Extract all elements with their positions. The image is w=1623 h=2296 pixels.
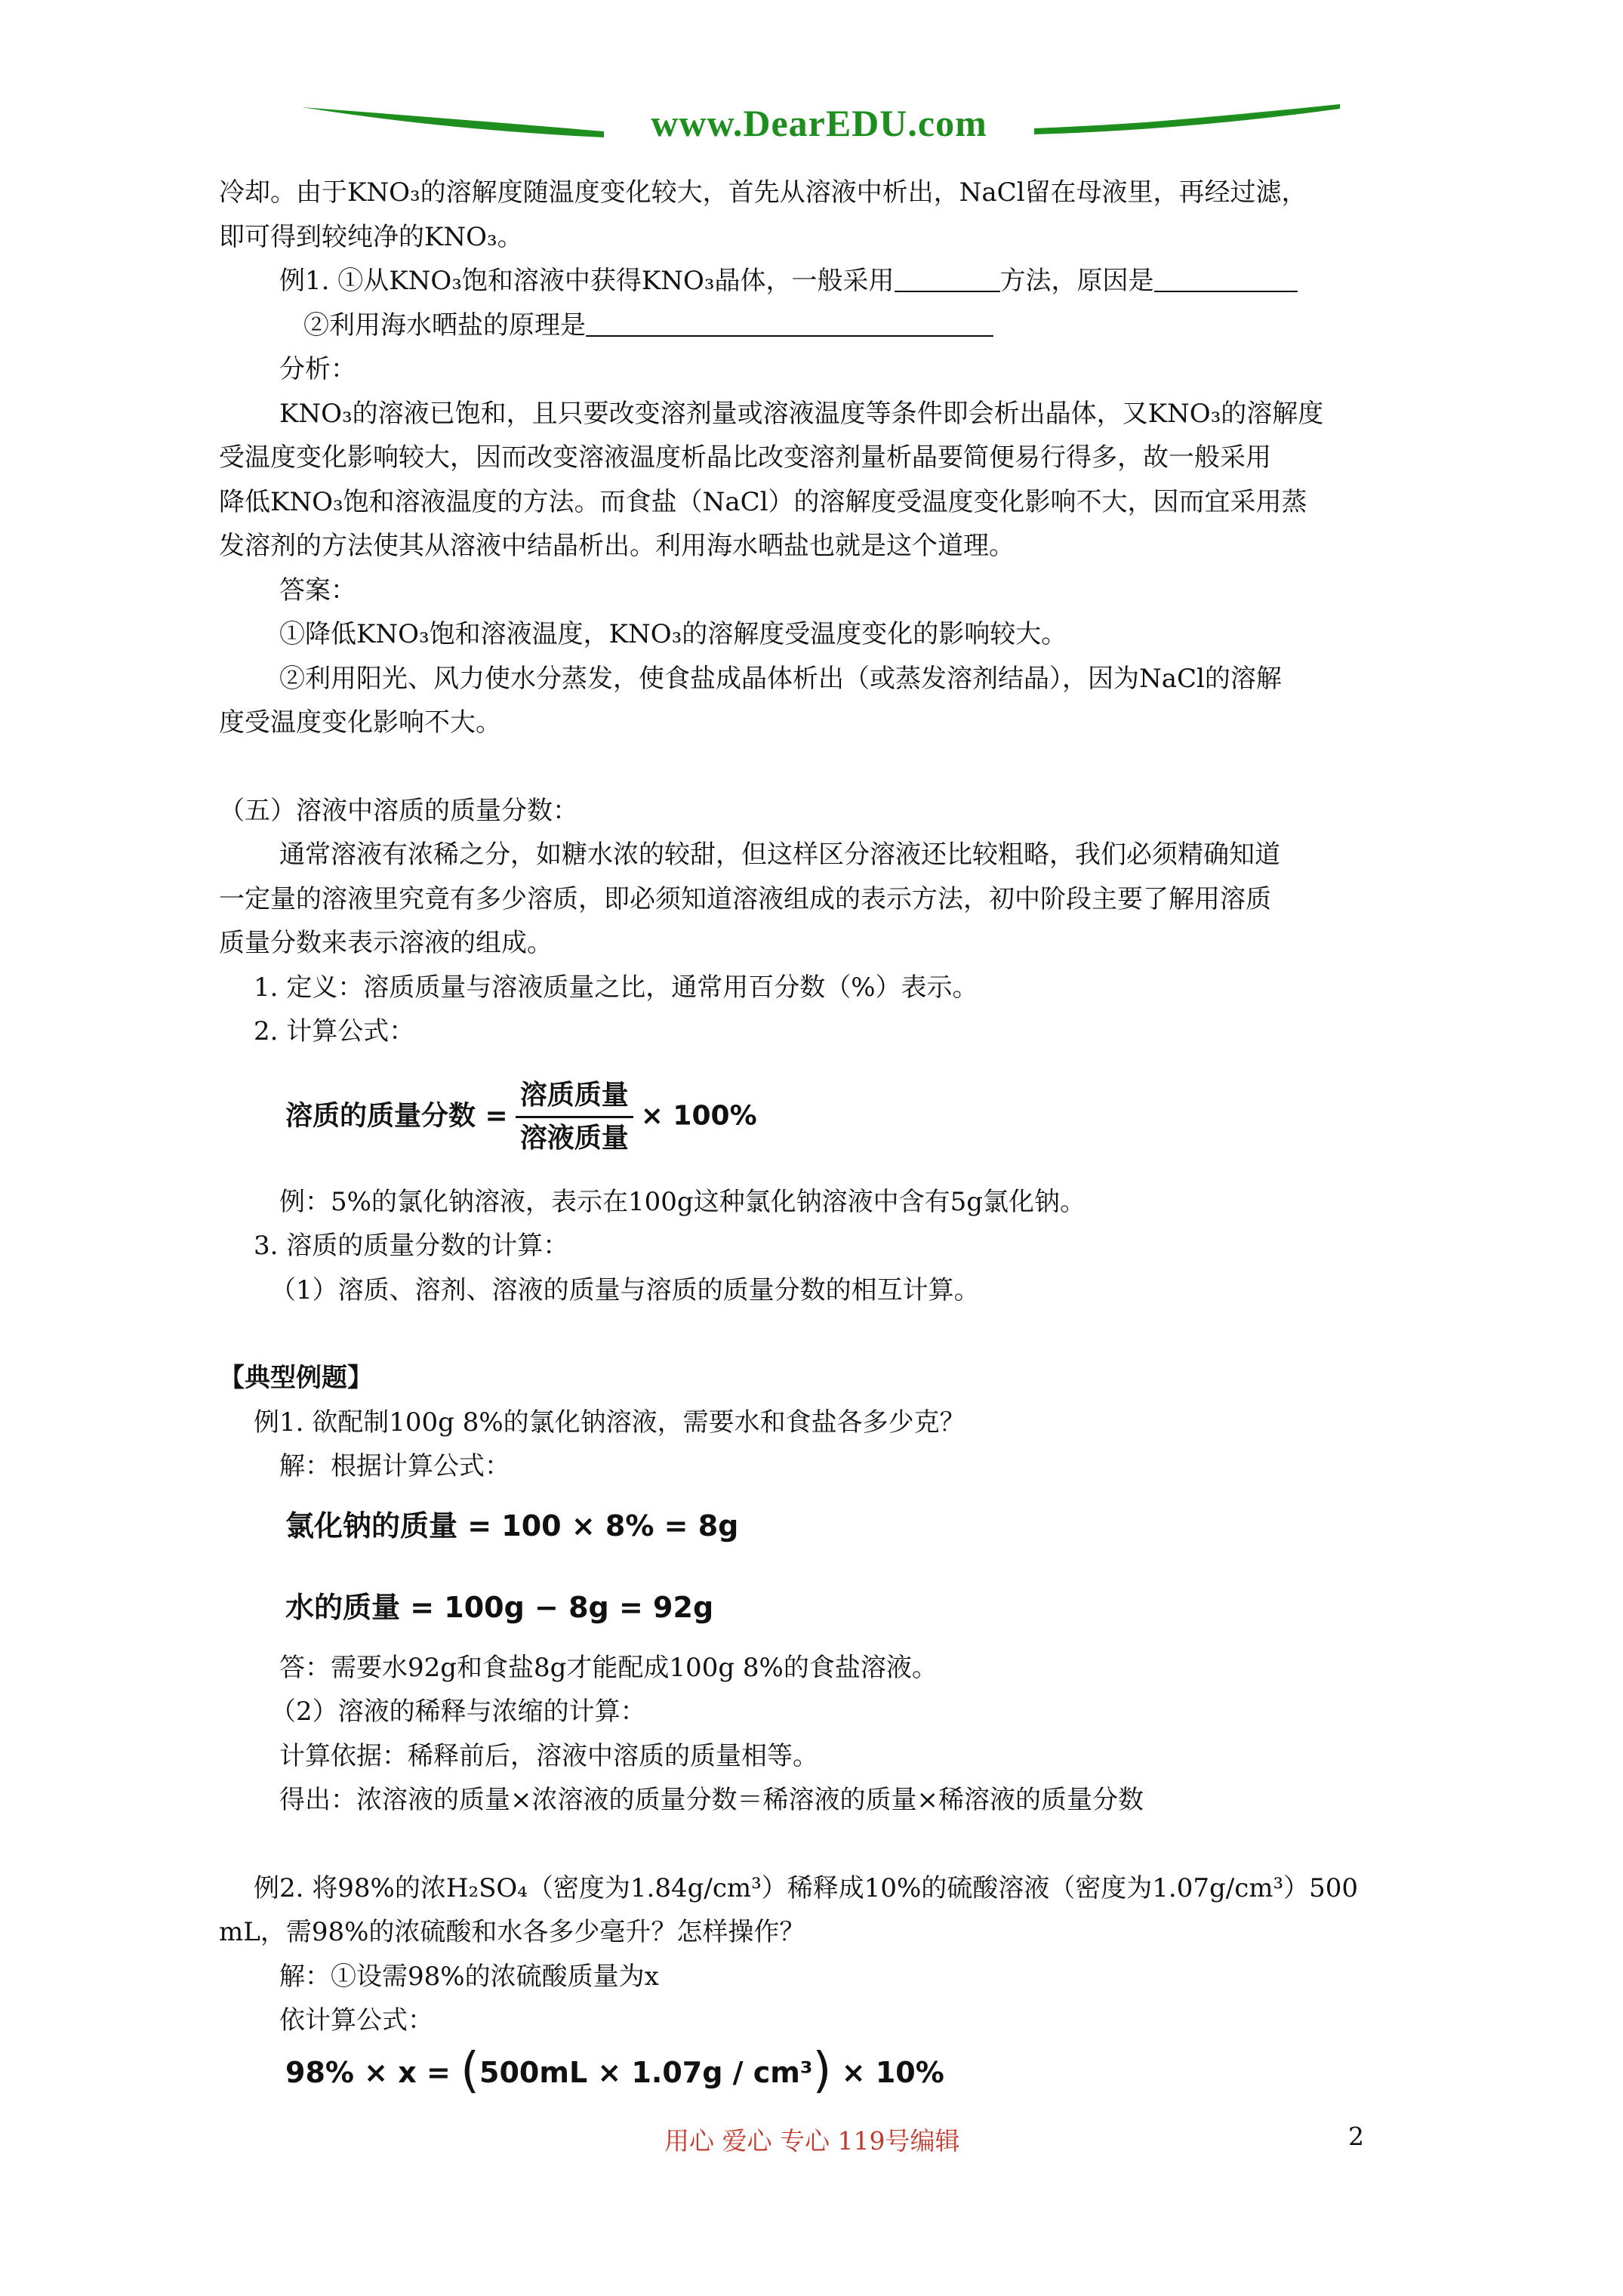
- text-line: 例：5%的氯化钠溶液，表示在100g这种氯化钠溶液中含有5g氯化钠。: [279, 1186, 1086, 1217]
- text-line: 得出：浓溶液的质量×浓溶液的质量分数＝稀溶液的质量×稀溶液的质量分数: [279, 1785, 1144, 1815]
- text-line: 解：①设需98%的浓硫酸质量为x: [279, 1961, 659, 1992]
- analysis-label: 分析：: [279, 354, 356, 384]
- text-line: 1. 定义：溶质质量与溶液质量之比，通常用百分数（%）表示。: [254, 972, 978, 1003]
- text-line: 3. 溶质的质量分数的计算：: [254, 1231, 569, 1261]
- spacer: [219, 1548, 1427, 1586]
- formula-mass-fraction: 溶质的质量分数 = $\frac{\text{溶质质量}}{\text{溶液质量}}$ × 100%: [219, 1075, 1427, 1159]
- page-number: 2: [1348, 2122, 1364, 2151]
- typical-examples-heading: 【典型例题】: [219, 1363, 373, 1393]
- fill-blank: [1154, 264, 1298, 292]
- fraction: $\frac{\text{溶质质量}}{\text{溶液质量}}$: [516, 1075, 633, 1159]
- spacer: [219, 1629, 1427, 1646]
- text-line: KNO₃的溶液已饱和，且只要改变溶剂量或溶液温度等条件即会析出晶体，又KNO₃的溶解度: [279, 398, 1324, 429]
- close-paren: ): [812, 2042, 832, 2099]
- text-line: 依计算公式：: [279, 2005, 433, 2036]
- text-line: 即可得到较纯净的KNO₃。: [219, 221, 523, 252]
- text-line: 通常溶液有浓稀之分，如糖水浓的较甜，但这样区分溶液还比较粗略，我们必须精确知道: [279, 840, 1280, 870]
- formula-water: 水的质量 = 100g − 8g = 92g: [285, 1590, 714, 1624]
- text-line: （1）溶质、溶剂、溶液的质量与溶质的质量分数的相互计算。: [270, 1274, 980, 1305]
- text-line: 质量分数来表示溶液的组成。: [219, 928, 553, 958]
- text-line: ②利用阳光、风力使水分蒸发，使食盐成晶体析出（或蒸发溶剂结晶），因为NaCl的溶解: [279, 663, 1282, 694]
- header-site[interactable]: www.DearEDU.com: [651, 102, 987, 144]
- text-line: 度受温度变化影响不大。: [219, 707, 501, 738]
- fill-blank: [586, 308, 993, 337]
- text-line: 受温度变化影响较大，因而改变溶液温度析晶比改变溶剂量析晶要简便易行得多，故一般采用: [219, 442, 1271, 473]
- text-line: 答：需要水92g和食盐8g才能配成100g 8%的食盐溶液。: [279, 1652, 938, 1683]
- spacer: [219, 1489, 1427, 1504]
- text-line: 例1. 欲配制100g 8%的氯化钠溶液，需要水和食盐各多少克？: [254, 1407, 965, 1438]
- text-line: 降低KNO₃饱和溶液温度的方法。而食盐（NaCl）的溶解度受温度变化影响不大，因而宜采用蒸: [219, 486, 1307, 517]
- text-line: mL，需98%的浓硫酸和水各多少毫升？怎样操作？: [219, 1917, 805, 1947]
- open-paren: (: [460, 2042, 480, 2099]
- footer-text: 用心 爱心 专心 119号编辑: [664, 2126, 960, 2156]
- fill-blank: [895, 264, 1000, 292]
- text-line: （2）溶液的稀释与浓缩的计算：: [270, 1697, 646, 1727]
- spacer: [219, 1054, 1427, 1075]
- section-heading: （五）溶液中溶质的质量分数：: [219, 795, 578, 826]
- example-1-question-2: ②利用海水晒盐的原理是: [219, 304, 1427, 348]
- spacer: [219, 1823, 1427, 1866]
- text-line: 2. 计算公式：: [254, 1016, 415, 1046]
- example-1-question: 例1. ①从KNO₃饱和溶液中获得KNO₃晶体，一般采用 方法，原因是: [219, 259, 1427, 304]
- text-line: 一定量的溶液里究竟有多少溶质，即必须知道溶液组成的表示方法，初中阶段主要了解用溶质: [219, 883, 1271, 914]
- page-header: [294, 97, 1344, 149]
- text-line: 冷却。由于KNO₃的溶解度随温度变化较大，首先从溶液中析出，NaCl留在母液里，再经过滤，: [219, 177, 1307, 208]
- formula-sodium-chloride: 氯化钠的质量 = 100 × 8% = 8g: [285, 1509, 739, 1542]
- answer-label: 答案：: [279, 575, 356, 606]
- formula-dilution: 98% × x = (500mL × 1.07g / cm³) × 10%: [285, 2042, 944, 2099]
- spacer: [219, 1312, 1427, 1356]
- spacer: [219, 745, 1427, 789]
- text-line: 发溶剂的方法使其从溶液中结晶析出。利用海水晒盐也就是这个道理。: [219, 531, 1015, 561]
- document-body: [219, 171, 1427, 2099]
- text-line: 计算依据：稀释前后，溶液中溶质的质量相等。: [279, 1740, 818, 1771]
- text-line: 例2. 将98%的浓H₂SO₄（密度为1.84g/cm³）稀释成10%的硫酸溶液（密度为1.07g/cm³）500: [254, 1872, 1359, 1903]
- text-line: 解：根据计算公式：: [279, 1451, 510, 1481]
- text-line: ①降低KNO₃饱和溶液温度，KNO₃的溶解度受温度变化的影响较大。: [279, 619, 1067, 649]
- spacer: [219, 1159, 1427, 1180]
